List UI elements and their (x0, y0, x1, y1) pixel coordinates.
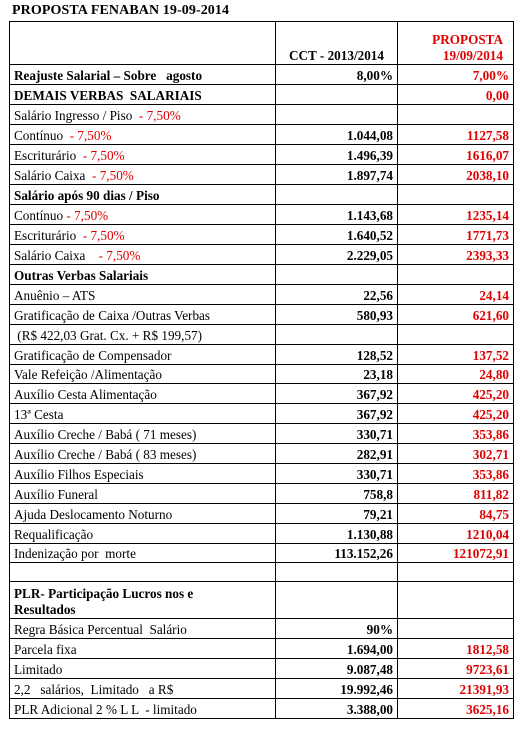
row-label-cell (10, 205, 276, 225)
row-cct-value: 1.143,68 (276, 205, 398, 225)
plr-heading-line2: Resultados (14, 602, 76, 618)
row-label-cell (10, 503, 276, 523)
plr-row (10, 619, 514, 639)
row-cct-value (276, 265, 398, 285)
row-label-cell (10, 225, 276, 245)
row-cct-value: 330,71 (276, 464, 398, 484)
row-proposta-value: 1771,73 (398, 225, 514, 245)
table-row (10, 285, 514, 305)
row-proposta-value: 1210,04 (398, 523, 514, 543)
row-label-cell (10, 523, 276, 543)
table-row (10, 145, 514, 165)
row-proposta-value: 24,14 (398, 285, 514, 305)
row-label: Anuênio – ATS (14, 287, 96, 303)
row-cct-value (276, 84, 398, 105)
row-label: Contínuo (14, 208, 64, 224)
row-label: 13ª Cesta (14, 407, 64, 423)
row-label-cell (10, 245, 276, 265)
row-proposta-value: 2038,10 (398, 165, 514, 185)
row-label: Auxílio Funeral (14, 486, 98, 502)
row-label-cell (10, 304, 276, 324)
row-label-cell (10, 404, 276, 424)
table-row (10, 184, 514, 205)
row-cct-value: 128,52 (276, 344, 398, 364)
plr-row-label: Regra Básica Percentual Salário (10, 619, 276, 639)
table-row (10, 424, 514, 444)
row-cct-value: 1.044,08 (276, 125, 398, 145)
plr-heading-cell (10, 582, 276, 619)
row-label: Salário após 90 dias / Piso (14, 188, 160, 204)
row-cct-value: 580,93 (276, 304, 398, 324)
row-label-cell (10, 265, 276, 285)
header-cct: CCT - 2013/2014 (276, 22, 398, 65)
spacer-cell (398, 563, 514, 582)
plr-heading-empty (276, 582, 398, 619)
plr-row-cct-value: 90% (276, 619, 398, 639)
row-label: Salário Caixa (14, 248, 86, 264)
row-proposta-value: 353,86 (398, 424, 514, 444)
row-label-percent: - 7,50% (85, 248, 141, 264)
row-label-cell (10, 364, 276, 384)
row-label: Indenização por morte (14, 546, 136, 562)
plr-row-label: Limitado (10, 659, 276, 679)
plr-heading-line1: PLR- Participação Lucros nos e (14, 586, 194, 602)
header-proposta (398, 22, 514, 65)
row-cct-value: 1.640,52 (276, 225, 398, 245)
row-label-percent: - 7,50% (132, 108, 181, 124)
row-label: Reajuste Salarial – Sobre agosto (14, 67, 203, 83)
row-proposta-value: 353,86 (398, 464, 514, 484)
table-row (10, 464, 514, 484)
header-proposta-label: PROPOSTA (432, 32, 503, 47)
row-label-cell (10, 324, 276, 344)
table-row (10, 364, 514, 384)
row-cct-value: 2.229,05 (276, 245, 398, 265)
table-row (10, 245, 514, 265)
row-cct-value: 1.130,88 (276, 523, 398, 543)
row-label: Outras Verbas Salariais (14, 268, 149, 284)
header-proposta-date: 19/09/2014 (442, 48, 503, 63)
table-row (10, 265, 514, 285)
row-label: Contínuo (14, 128, 64, 144)
table-row (10, 404, 514, 424)
row-label-cell (10, 483, 276, 503)
row-label-cell (10, 105, 276, 125)
table-row (10, 84, 514, 105)
row-label: (R$ 422,03 Grat. Cx. + R$ 199,57) (14, 327, 203, 343)
row-label: Auxílio Cesta Alimentação (14, 387, 157, 403)
row-cct-value: 79,21 (276, 503, 398, 523)
row-cct-value: 758,8 (276, 483, 398, 503)
spacer-cell (276, 563, 398, 582)
table-row (10, 225, 514, 245)
row-proposta-value: 0,00 (398, 84, 514, 105)
row-cct-value (276, 105, 398, 125)
document-title: PROPOSTA FENABAN 19-09-2014 (12, 3, 230, 18)
row-proposta-value: 425,20 (398, 404, 514, 424)
plr-heading-empty (398, 582, 514, 619)
row-label: Auxílio Creche / Babá ( 71 meses) (14, 427, 197, 443)
row-cct-value: 1.496,39 (276, 145, 398, 165)
spacer-row (10, 563, 514, 582)
table-row (10, 324, 514, 344)
plr-row (10, 639, 514, 659)
plr-row-label: Parcela fixa (10, 639, 276, 659)
row-label-percent: - 7,50% (63, 208, 109, 224)
row-label: Escriturário (14, 228, 77, 244)
row-cct-value: 8,00% (276, 65, 398, 85)
plr-heading-row (10, 582, 514, 619)
row-cct-value: 367,92 (276, 404, 398, 424)
row-label-percent: - 7,50% (76, 148, 125, 164)
row-label-cell (10, 344, 276, 364)
plr-row-proposta-value: 21391,93 (398, 679, 514, 699)
row-proposta-value: 1127,58 (398, 125, 514, 145)
row-proposta-value: 121072,91 (398, 543, 514, 563)
table-row (10, 205, 514, 225)
table-row (10, 483, 514, 503)
row-proposta-value: 1616,07 (398, 145, 514, 165)
table-row (10, 523, 514, 543)
plr-row (10, 659, 514, 679)
row-label: Auxílio Filhos Especiais (14, 466, 144, 482)
row-label: Auxílio Creche / Babá ( 83 meses) (14, 447, 197, 463)
plr-row-proposta-value (398, 619, 514, 639)
plr-row-label: PLR Adicional 2 % L L - limitado (10, 699, 276, 719)
row-cct-value: 113.152,26 (276, 543, 398, 563)
plr-row-proposta-value: 1812,58 (398, 639, 514, 659)
table-row (10, 503, 514, 523)
row-proposta-value (398, 184, 514, 205)
row-label-cell (10, 184, 276, 205)
row-label: Gratificação de Caixa /Outras Verbas (14, 307, 211, 323)
row-proposta-value: 1235,14 (398, 205, 514, 225)
row-label-cell (10, 145, 276, 165)
proposal-table (9, 21, 514, 719)
row-label-cell (10, 424, 276, 444)
table-row (10, 543, 514, 563)
row-proposta-value: 621,60 (398, 304, 514, 324)
table-row (10, 65, 514, 85)
row-label-cell (10, 165, 276, 185)
row-label-percent: - 7,50% (63, 128, 112, 144)
row-proposta-value: 302,71 (398, 444, 514, 464)
row-label: Gratificação de Compensador (14, 347, 172, 363)
row-cct-value: 282,91 (276, 444, 398, 464)
row-label: Ajuda Deslocamento Noturno (14, 506, 173, 522)
plr-row-cct-value: 9.087,48 (276, 659, 398, 679)
row-label: Salário Ingresso / Piso (14, 108, 133, 124)
row-label: DEMAIS VERBAS SALARIAIS (14, 88, 202, 104)
row-label-cell (10, 464, 276, 484)
row-label: Requalificação (14, 526, 94, 542)
table-header-row (10, 22, 514, 65)
plr-row (10, 699, 514, 719)
row-label-cell (10, 84, 276, 105)
row-proposta-value: 7,00% (398, 65, 514, 85)
table-row (10, 304, 514, 324)
row-cct-value (276, 184, 398, 205)
plr-row-cct-value: 1.694,00 (276, 639, 398, 659)
row-proposta-value: 84,75 (398, 503, 514, 523)
row-label: Salário Caixa (14, 167, 86, 183)
row-label-cell (10, 384, 276, 404)
row-label-cell (10, 543, 276, 563)
row-label: Escriturário (14, 148, 77, 164)
table-row (10, 444, 514, 464)
row-label-percent: - 7,50% (76, 228, 125, 244)
plr-row-proposta-value: 9723,61 (398, 659, 514, 679)
plr-row-label: 2,2 salários, Limitado a R$ (10, 679, 276, 699)
row-label-percent: - 7,50% (85, 167, 134, 183)
table-row (10, 165, 514, 185)
row-label-cell (10, 125, 276, 145)
row-label-cell (10, 285, 276, 305)
header-empty-cell (10, 22, 276, 65)
row-proposta-value: 137,52 (398, 344, 514, 364)
row-cct-value: 367,92 (276, 384, 398, 404)
row-proposta-value: 24,80 (398, 364, 514, 384)
row-cct-value: 22,56 (276, 285, 398, 305)
spacer-cell (10, 563, 276, 582)
row-proposta-value (398, 265, 514, 285)
row-label-cell (10, 65, 276, 85)
plr-row-proposta-value: 3625,16 (398, 699, 514, 719)
row-label-cell (10, 444, 276, 464)
table-row (10, 384, 514, 404)
row-proposta-value: 425,20 (398, 384, 514, 404)
row-proposta-value (398, 105, 514, 125)
table-row (10, 344, 514, 364)
row-label: Vale Refeição /Alimentação (14, 367, 162, 383)
plr-row-cct-value: 19.992,46 (276, 679, 398, 699)
row-cct-value: 330,71 (276, 424, 398, 444)
table-row (10, 125, 514, 145)
row-proposta-value (398, 324, 514, 344)
row-cct-value: 1.897,74 (276, 165, 398, 185)
plr-row-cct-value: 3.388,00 (276, 699, 398, 719)
row-proposta-value: 811,82 (398, 483, 514, 503)
plr-row (10, 679, 514, 699)
row-proposta-value: 2393,33 (398, 245, 514, 265)
table-row (10, 105, 514, 125)
row-cct-value: 23,18 (276, 364, 398, 384)
row-cct-value (276, 324, 398, 344)
